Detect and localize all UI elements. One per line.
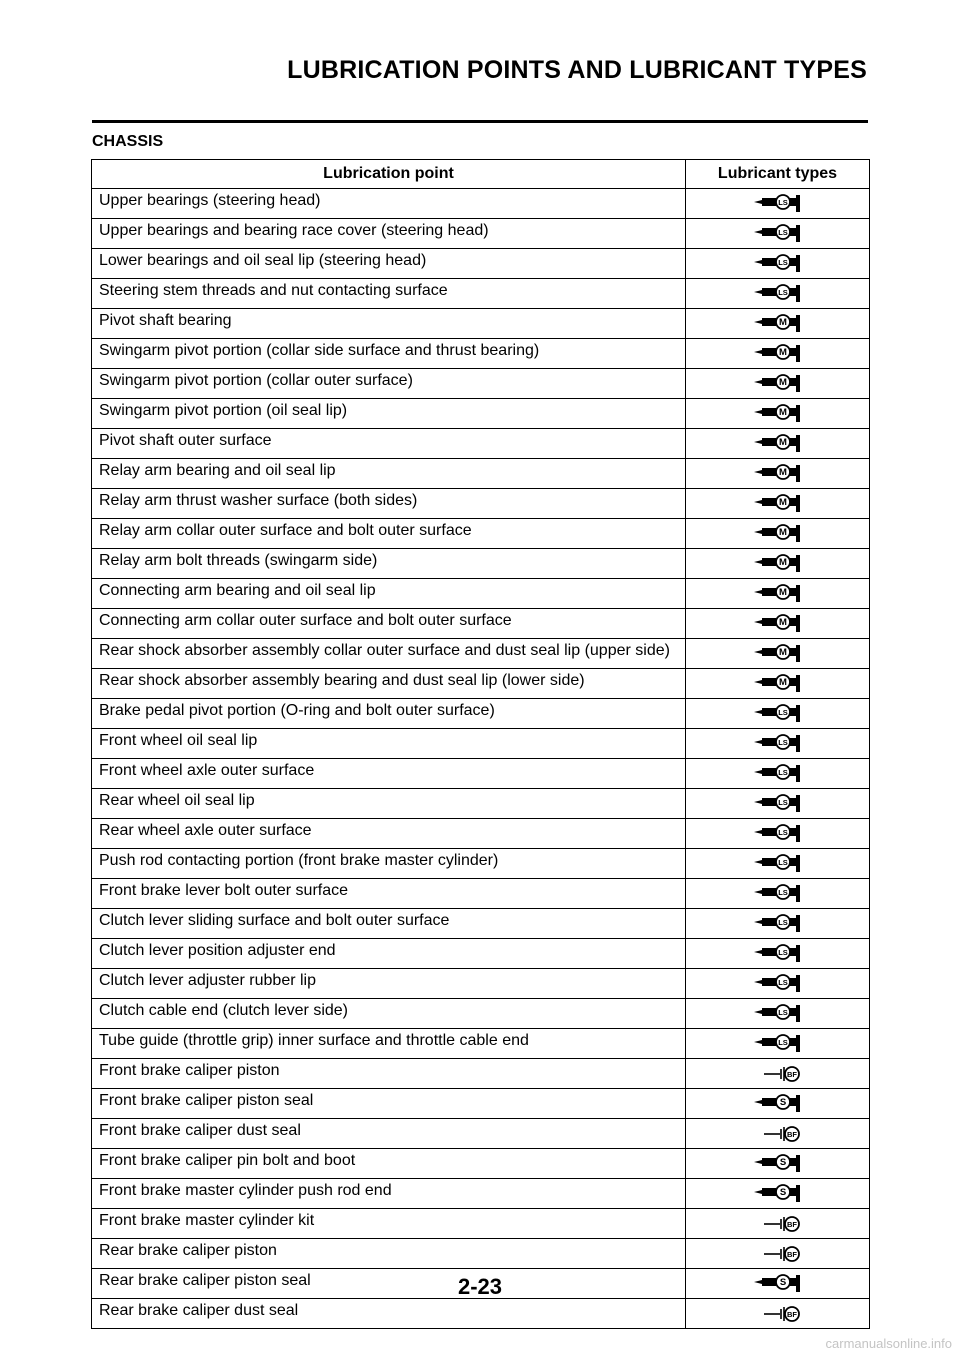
- table-row: [92, 339, 870, 369]
- svg-text:LS: LS: [777, 768, 788, 777]
- lubricant-type-cell: [686, 1149, 870, 1179]
- grease-gun-icon: [746, 883, 810, 903]
- page-title: LUBRICATION POINTS AND LUBRICANT TYPES: [287, 56, 867, 84]
- table-row: [92, 909, 870, 939]
- grease-gun-icon: [746, 1093, 810, 1113]
- table-row: [92, 219, 870, 249]
- lubrication-point: Upper bearings and bearing race cover (steering head): [92, 219, 686, 249]
- lubrication-point: Front brake caliper piston seal: [92, 1089, 686, 1119]
- lubricant-type-cell: [686, 609, 870, 639]
- table-row: [92, 1209, 870, 1239]
- svg-text:LS: LS: [777, 858, 788, 867]
- lubricant-type-cell: [686, 969, 870, 999]
- grease-gun-icon: [746, 343, 810, 363]
- watermark: carmanualsonline.info: [825, 1336, 952, 1351]
- svg-text:M: M: [778, 317, 787, 328]
- svg-text:S: S: [779, 1187, 786, 1198]
- lubrication-point: Brake pedal pivot portion (O-ring and bolt outer surface): [92, 699, 686, 729]
- grease-gun-icon: [746, 703, 810, 723]
- table-row: [92, 819, 870, 849]
- svg-text:LS: LS: [777, 918, 788, 927]
- grease-gun-icon: [746, 223, 810, 243]
- svg-text:M: M: [778, 587, 787, 598]
- lubrication-point: Swingarm pivot portion (collar side surface and thrust bearing): [92, 339, 686, 369]
- lubricant-type-cell: [686, 669, 870, 699]
- lubricant-type-cell: [686, 519, 870, 549]
- lubrication-point: Clutch lever adjuster rubber lip: [92, 969, 686, 999]
- lubricant-type-cell: [686, 279, 870, 309]
- svg-text:M: M: [778, 647, 787, 658]
- lubrication-point: Swingarm pivot portion (oil seal lip): [92, 399, 686, 429]
- lubricant-type-cell: [686, 249, 870, 279]
- svg-text:BF: BF: [786, 1070, 797, 1079]
- svg-text:M: M: [778, 377, 787, 388]
- table-row: [92, 1059, 870, 1089]
- grease-gun-icon: [746, 583, 810, 603]
- lubricant-type-cell: [686, 1089, 870, 1119]
- lubrication-point: Lower bearings and oil seal lip (steering head): [92, 249, 686, 279]
- lubrication-point: Clutch lever position adjuster end: [92, 939, 686, 969]
- table-row: [92, 369, 870, 399]
- lubricant-type-cell: [686, 819, 870, 849]
- lubrication-point: Front brake master cylinder kit: [92, 1209, 686, 1239]
- lubrication-point: Rear brake caliper piston: [92, 1239, 686, 1269]
- lubricant-type-cell: [686, 1029, 870, 1059]
- grease-gun-icon: [746, 253, 810, 273]
- table-row: [92, 759, 870, 789]
- svg-text:BF: BF: [786, 1220, 797, 1229]
- lubrication-point: Clutch lever sliding surface and bolt outer surface: [92, 909, 686, 939]
- table-row: [92, 879, 870, 909]
- fluid-dropper-icon: [746, 1303, 810, 1323]
- svg-text:M: M: [778, 497, 787, 508]
- lubricant-type-cell: [686, 729, 870, 759]
- lubricant-type-cell: [686, 1209, 870, 1239]
- lubrication-point: Rear shock absorber assembly collar outer surface and dust seal lip (upper side): [92, 639, 686, 669]
- table-row: [92, 699, 870, 729]
- lubrication-point: Rear shock absorber assembly bearing and dust seal lip (lower side): [92, 669, 686, 699]
- table-row: [92, 189, 870, 219]
- table-row: [92, 1119, 870, 1149]
- lubricant-type-cell: [686, 459, 870, 489]
- table-body: [92, 189, 870, 1329]
- table-row: [92, 789, 870, 819]
- lubricant-type-cell: [686, 699, 870, 729]
- grease-gun-icon: [746, 793, 810, 813]
- lubricant-type-cell: [686, 909, 870, 939]
- grease-gun-icon: [746, 823, 810, 843]
- svg-text:LS: LS: [777, 828, 788, 837]
- grease-gun-icon: [746, 193, 810, 213]
- table-row: [92, 549, 870, 579]
- svg-text:LS: LS: [777, 258, 788, 267]
- lubricant-type-cell: [686, 309, 870, 339]
- lubricant-type-cell: [686, 849, 870, 879]
- grease-gun-icon: [746, 643, 810, 663]
- lubrication-point: Rear brake caliper dust seal: [92, 1299, 686, 1329]
- lubricant-type-cell: [686, 399, 870, 429]
- table-row: [92, 849, 870, 879]
- table-row: [92, 669, 870, 699]
- fluid-dropper-icon: [746, 1123, 810, 1143]
- lubrication-point: Front brake caliper dust seal: [92, 1119, 686, 1149]
- svg-text:M: M: [778, 617, 787, 628]
- lubricant-type-cell: [686, 429, 870, 459]
- lubrication-point: Front brake caliper piston: [92, 1059, 686, 1089]
- fluid-dropper-icon: [746, 1243, 810, 1263]
- lubrication-point: Rear wheel axle outer surface: [92, 819, 686, 849]
- lubricant-type-cell: [686, 369, 870, 399]
- lubrication-point: Relay arm thrust washer surface (both sides): [92, 489, 686, 519]
- lubricant-type-cell: [686, 489, 870, 519]
- grease-gun-icon: [746, 853, 810, 873]
- grease-gun-icon: [746, 433, 810, 453]
- lubricant-type-cell: [686, 1299, 870, 1329]
- svg-text:M: M: [778, 557, 787, 568]
- lubricant-type-cell: [686, 759, 870, 789]
- grease-gun-icon: [746, 913, 810, 933]
- table-row: [92, 279, 870, 309]
- lubrication-point: Front brake lever bolt outer surface: [92, 879, 686, 909]
- lubrication-point: Push rod contacting portion (front brake master cylinder): [92, 849, 686, 879]
- grease-gun-icon: [746, 1153, 810, 1173]
- svg-text:S: S: [779, 1157, 786, 1168]
- table-row: [92, 309, 870, 339]
- grease-gun-icon: [746, 1003, 810, 1023]
- svg-text:LS: LS: [777, 798, 788, 807]
- lubricant-type-cell: [686, 639, 870, 669]
- lubrication-point: Relay arm bearing and oil seal lip: [92, 459, 686, 489]
- table-row: [92, 459, 870, 489]
- grease-gun-icon: [746, 613, 810, 633]
- lubrication-point: Rear brake caliper piston seal: [92, 1269, 686, 1299]
- table-row: [92, 519, 870, 549]
- svg-text:S: S: [779, 1097, 786, 1108]
- svg-text:M: M: [778, 527, 787, 538]
- svg-text:LS: LS: [777, 948, 788, 957]
- table-row: [92, 609, 870, 639]
- lubrication-point: Relay arm bolt threads (swingarm side): [92, 549, 686, 579]
- grease-gun-icon: [746, 1183, 810, 1203]
- column-header-lubricant-types: Lubricant types: [686, 160, 870, 189]
- svg-text:M: M: [778, 467, 787, 478]
- table-row: [92, 729, 870, 759]
- table-row: [92, 429, 870, 459]
- grease-gun-icon: [746, 283, 810, 303]
- svg-text:LS: LS: [777, 198, 788, 207]
- table-row: [92, 639, 870, 669]
- grease-gun-icon: [746, 553, 810, 573]
- lubricant-type-cell: [686, 1119, 870, 1149]
- svg-text:LS: LS: [777, 1038, 788, 1047]
- lubricant-type-cell: [686, 1179, 870, 1209]
- lubricant-type-cell: [686, 579, 870, 609]
- svg-text:BF: BF: [786, 1250, 797, 1259]
- svg-text:LS: LS: [777, 288, 788, 297]
- lubrication-point: Upper bearings (steering head): [92, 189, 686, 219]
- lubricant-type-cell: [686, 1059, 870, 1089]
- column-header-lubrication-point: Lubrication point: [92, 160, 686, 189]
- fluid-dropper-icon: [746, 1213, 810, 1233]
- grease-gun-icon: [746, 763, 810, 783]
- table-row: [92, 1179, 870, 1209]
- grease-gun-icon: [746, 523, 810, 543]
- svg-text:LS: LS: [777, 228, 788, 237]
- lubricant-type-cell: [686, 939, 870, 969]
- svg-text:M: M: [778, 437, 787, 448]
- grease-gun-icon: [746, 943, 810, 963]
- svg-text:M: M: [778, 347, 787, 358]
- grease-gun-icon: [746, 733, 810, 753]
- svg-text:BF: BF: [786, 1310, 797, 1319]
- svg-text:S: S: [779, 1277, 786, 1288]
- svg-text:M: M: [778, 677, 787, 688]
- lubricant-type-cell: [686, 879, 870, 909]
- grease-gun-icon: [746, 373, 810, 393]
- fluid-dropper-icon: [746, 1063, 810, 1083]
- svg-text:M: M: [778, 407, 787, 418]
- svg-text:BF: BF: [786, 1130, 797, 1139]
- grease-gun-icon: [746, 1033, 810, 1053]
- lubrication-point: Rear wheel oil seal lip: [92, 789, 686, 819]
- table-row: [92, 1239, 870, 1269]
- lubrication-point: Front brake caliper pin bolt and boot: [92, 1149, 686, 1179]
- table-row: [92, 399, 870, 429]
- lubrication-point: Relay arm collar outer surface and bolt outer surface: [92, 519, 686, 549]
- page-number: 2-23: [457, 1274, 503, 1299]
- lubricant-type-cell: [686, 999, 870, 1029]
- lubricant-type-cell: [686, 549, 870, 579]
- table-row: [92, 969, 870, 999]
- grease-gun-icon: [746, 973, 810, 993]
- lubrication-point: Connecting arm collar outer surface and bolt outer surface: [92, 609, 686, 639]
- table-row: [92, 249, 870, 279]
- lubrication-point: Front wheel axle outer surface: [92, 759, 686, 789]
- section-heading: CHASSIS: [92, 133, 164, 150]
- lubrication-point: Connecting arm bearing and oil seal lip: [92, 579, 686, 609]
- table-row: [92, 489, 870, 519]
- lubrication-point: Swingarm pivot portion (collar outer surface): [92, 369, 686, 399]
- lubrication-point: Front wheel oil seal lip: [92, 729, 686, 759]
- lubricant-type-cell: [686, 219, 870, 249]
- svg-text:LS: LS: [777, 708, 788, 717]
- grease-gun-icon: [746, 463, 810, 483]
- svg-text:LS: LS: [777, 888, 788, 897]
- lubrication-point: Clutch cable end (clutch lever side): [92, 999, 686, 1029]
- lubrication-point: Pivot shaft outer surface: [92, 429, 686, 459]
- table-row: [92, 1299, 870, 1329]
- table-row: [92, 579, 870, 609]
- lubricant-type-cell: [686, 1239, 870, 1269]
- table-row: [92, 999, 870, 1029]
- lubricant-type-cell: [686, 339, 870, 369]
- lubrication-point: Pivot shaft bearing: [92, 309, 686, 339]
- grease-gun-icon: [746, 673, 810, 693]
- table-header-row: [92, 160, 870, 189]
- grease-gun-icon: [746, 313, 810, 333]
- lubrication-point: Tube guide (throttle grip) inner surface and throttle cable end: [92, 1029, 686, 1059]
- svg-text:LS: LS: [777, 738, 788, 747]
- table-row: [92, 1089, 870, 1119]
- svg-text:LS: LS: [777, 978, 788, 987]
- table-row: [92, 1029, 870, 1059]
- lubrication-point: Steering stem threads and nut contacting surface: [92, 279, 686, 309]
- grease-gun-icon: [746, 493, 810, 513]
- title-rule: [92, 120, 868, 123]
- table-row: [92, 1149, 870, 1179]
- lubrication-table: [91, 159, 870, 1329]
- svg-text:LS: LS: [777, 1008, 788, 1017]
- table-row: [92, 939, 870, 969]
- lubricant-type-cell: [686, 789, 870, 819]
- lubrication-point: Front brake master cylinder push rod end: [92, 1179, 686, 1209]
- lubricant-type-cell: [686, 189, 870, 219]
- grease-gun-icon: [746, 403, 810, 423]
